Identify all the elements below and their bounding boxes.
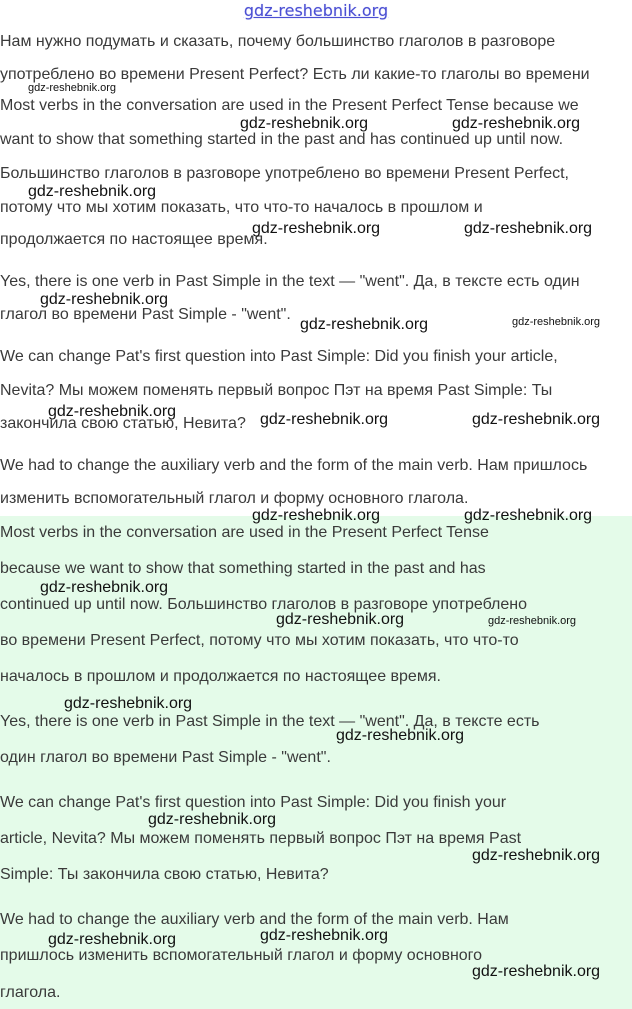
watermark: gdz-reshebnik.org [464, 220, 593, 237]
solution-line: изменить вспомогательный глагол и форму основного глагола. [0, 490, 469, 507]
answer-line: один глагол во времени Past Simple - "went". [0, 749, 331, 766]
watermark: gdz-reshebnik.org [28, 183, 157, 200]
solution-line: We had to change the auxiliary verb and the form of the main verb. Нам пришлось [0, 457, 588, 474]
watermark: gdz-reshebnik.org [464, 507, 593, 524]
solution-line: Yes, there is one verb in Past Simple in the text — "went". Да, в тексте есть один [0, 273, 580, 290]
watermark: gdz-reshebnik.org [260, 411, 389, 428]
watermark: gdz-reshebnik.org [48, 403, 177, 420]
solution-line: потому что мы хотим показать, что что-то началось в прошлом и [0, 199, 483, 216]
solution-line: We can change Pat's first question into Past Simple: Did you finish your article, [0, 348, 558, 365]
watermark: gdz-reshebnik.org [472, 411, 601, 428]
watermark: gdz-reshebnik.org [488, 615, 577, 627]
solution-line: Большинство глаголов в разговоре употреблено во времени Present Perfect, [0, 165, 569, 182]
watermark: gdz-reshebnik.org [240, 115, 369, 132]
answer-line: во времени Present Perfect, потому что мы хотим показать, что что-то [0, 632, 519, 649]
answer-line: Most verbs in the conversation are used in the Present Perfect Tense [0, 524, 489, 541]
watermark: gdz-reshebnik.org [472, 847, 601, 864]
watermark: gdz-reshebnik.org [472, 963, 601, 980]
site-link[interactable]: gdz-reshebnik.org [243, 1, 389, 20]
answer-line: Simple: Ты закончила свою статью, Невита? [0, 866, 329, 883]
solution-line: Nevita? Мы можем поменять первый вопрос Пэт на время Past Simple: Ты [0, 382, 553, 399]
task-line: Нам нужно подумать и сказать, почему большинство глаголов в разговоре [0, 33, 556, 50]
answer-line: глагола. [0, 984, 61, 1001]
task-line: употреблено во времени Present Perfect? Есть ли какие-то глаголы во времени [0, 66, 590, 83]
answer-line: началось в прошлом и продолжается по настоящее время. [0, 668, 441, 685]
solution-line: want to show that something started in the past and has continued up until now. [0, 131, 564, 148]
solution-line: продолжается по настоящее время. [0, 231, 268, 248]
answer-line: continued up until now. Большинство глаголов в разговоре употреблено [0, 596, 527, 613]
watermark: gdz-reshebnik.org [276, 611, 405, 628]
watermark: gdz-reshebnik.org [252, 220, 381, 237]
answer-line: because we want to show that something started in the past and has [0, 560, 486, 577]
answer-line: пришлось изменить вспомогательный глагол и форму основного [0, 947, 483, 964]
answer-line: Yes, there is one verb in Past Simple in the text — "went". Да, в тексте есть [0, 713, 540, 730]
watermark: gdz-reshebnik.org [512, 316, 601, 328]
watermark: gdz-reshebnik.org [40, 579, 169, 596]
answer-line: article, Nevita? Мы можем поменять первый вопрос Пэт на время Past [0, 830, 522, 847]
watermark: gdz-reshebnik.org [148, 811, 277, 828]
solution-line: Most verbs in the conversation are used in the Present Perfect Tense because we [0, 97, 579, 114]
watermark: gdz-reshebnik.org [252, 507, 381, 524]
solution-line: закончила свою статью, Невита? [0, 415, 246, 432]
watermark: gdz-reshebnik.org [260, 927, 389, 944]
solution-line: глагол во времени Past Simple - "went". [0, 306, 291, 323]
watermark: gdz-reshebnik.org [48, 931, 177, 948]
watermark: gdz-reshebnik.org [28, 82, 117, 94]
watermark: gdz-reshebnik.org [336, 727, 465, 744]
watermark: gdz-reshebnik.org [452, 115, 581, 132]
watermark: gdz-reshebnik.org [40, 291, 169, 308]
answer-line: We can change Pat's first question into Past Simple: Did you finish your [0, 794, 507, 811]
answer-line: We had to change the auxiliary verb and the form of the main verb. Нам [0, 911, 509, 928]
watermark: gdz-reshebnik.org [64, 695, 193, 712]
watermark: gdz-reshebnik.org [300, 316, 429, 333]
